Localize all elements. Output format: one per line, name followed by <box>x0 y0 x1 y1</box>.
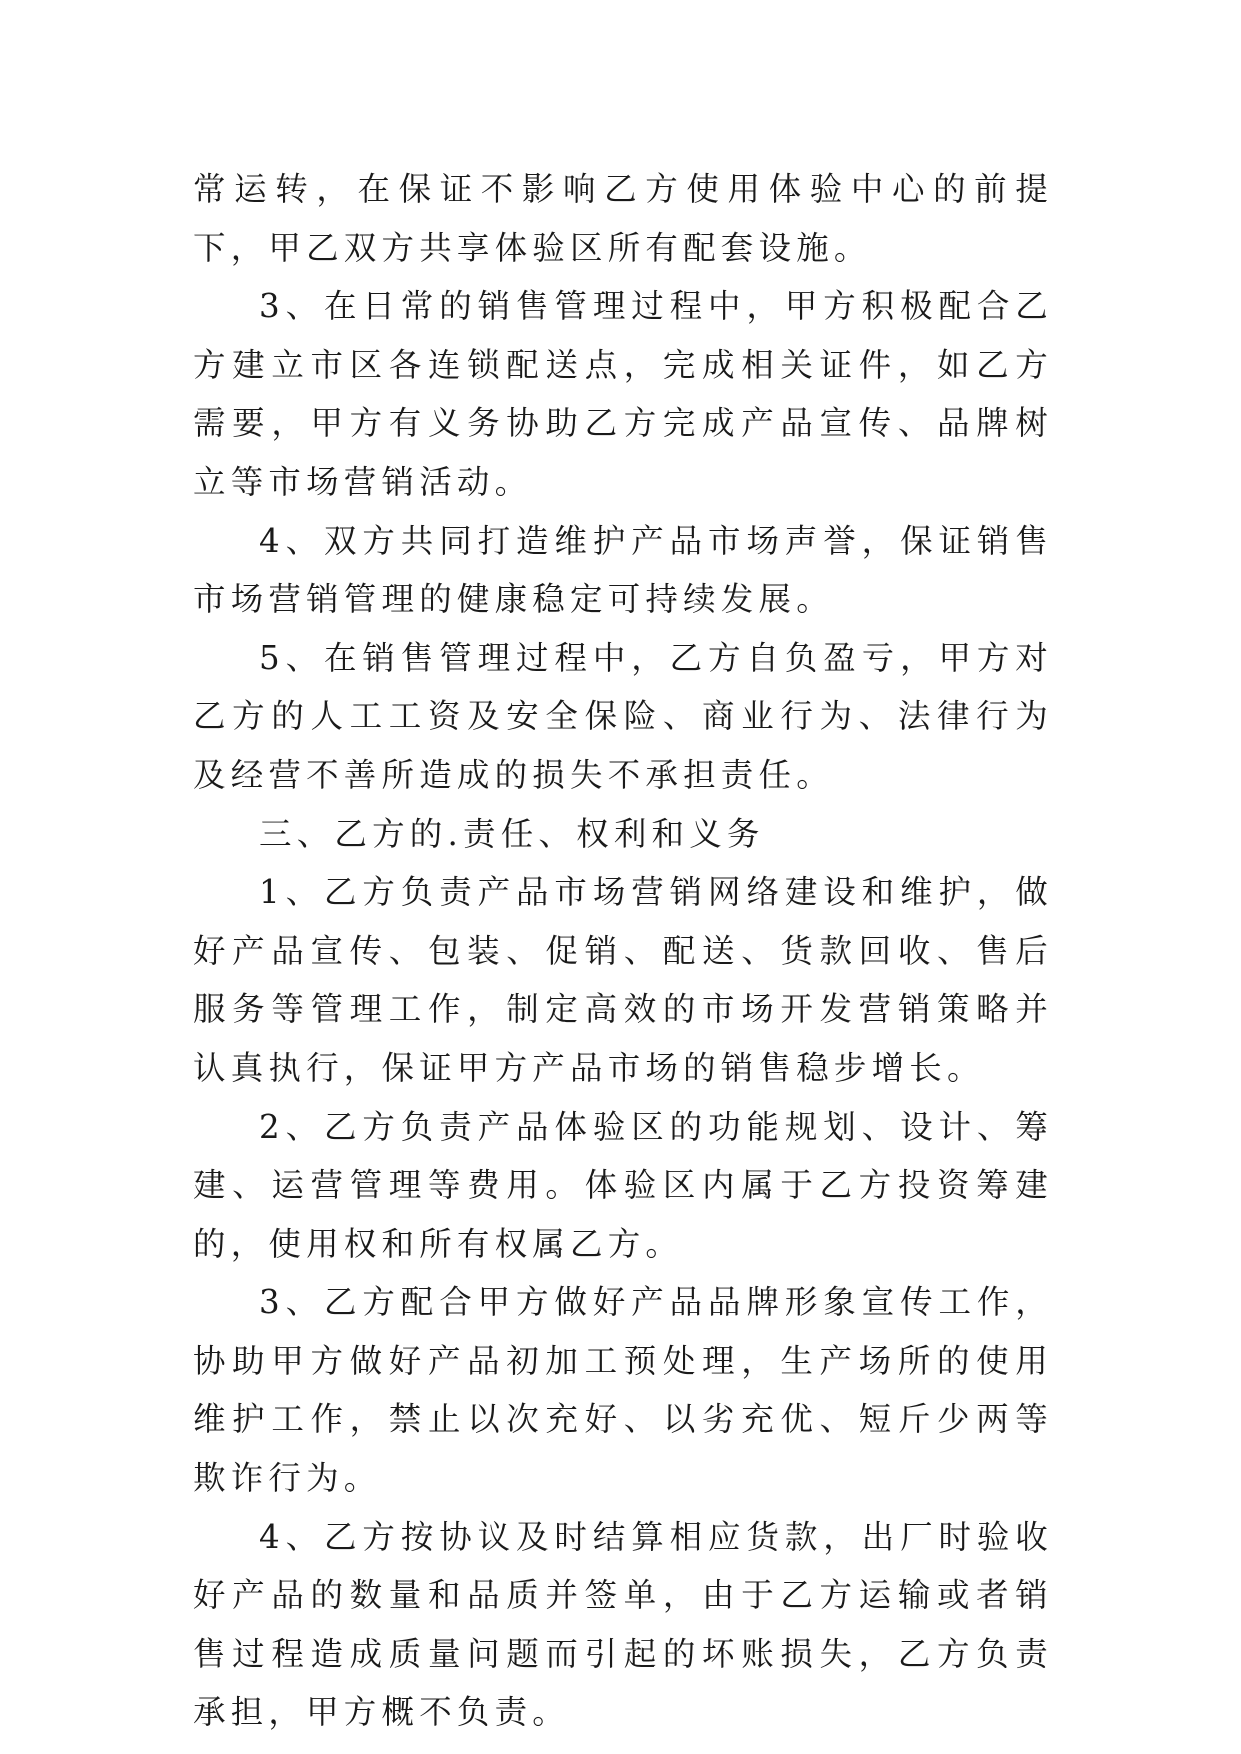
paragraph-item-2-party-b: 2、乙方负责产品体验区的功能规划、设计、筹建、运营管理等费用。体验区内属于乙方投资筹建的，使用权和所有权属乙方。 <box>193 1107 1053 1263</box>
paragraph-continuation: 常运转，在保证不影响乙方使用体验中心的前提下，甲乙双方共享体验区所有配套设施。 <box>193 170 1053 267</box>
paragraph-item-3-party-a: 3、在日常的销售管理过程中，甲方积极配合乙方建立市区各连锁配送点，完成相关证件，如乙方需要，甲方有义务协助乙方完成产品宣传、品牌树立等市场营销活动。 <box>193 287 1053 501</box>
paragraph-item-4-party-a: 4、双方共同打造维护产品市场声誉，保证销售市场营销管理的健康稳定可持续发展。 <box>193 521 1053 619</box>
paragraph-item-3-party-b: 3、乙方配合甲方做好产品品牌形象宣传工作，协助甲方做好产品初加工预处理，生产场所的使用维护工作，禁止以次充好、以劣充优、短斤少两等欺诈行为。 <box>193 1283 1053 1498</box>
section-heading-party-b: 三、乙方的.责任、权利和义务 <box>259 814 765 853</box>
document-body <box>193 160 1053 1742</box>
paragraph-item-5-party-a: 5、在销售管理过程中，乙方自负盈亏，甲方对乙方的人工工资及安全保险、商业行为、法律行为及经营不善所造成的损失不承担责任。 <box>193 638 1053 794</box>
paragraph-item-4-party-b: 4、乙方按协议及时结算相应货款，出厂时验收好产品的数量和品质并签单，由于乙方运输或者销售过程造成质量问题而引起的坏账损失，乙方负责承担，甲方概不负责。 <box>193 1517 1053 1732</box>
paragraph-item-1-party-b: 1、乙方负责产品市场营销网络建设和维护，做好产品宣传、包装、促销、配送、货款回收、售后服务等管理工作，制定高效的市场开发营销策略并认真执行，保证甲方产品市场的销售稳步增长。 <box>193 873 1053 1087</box>
